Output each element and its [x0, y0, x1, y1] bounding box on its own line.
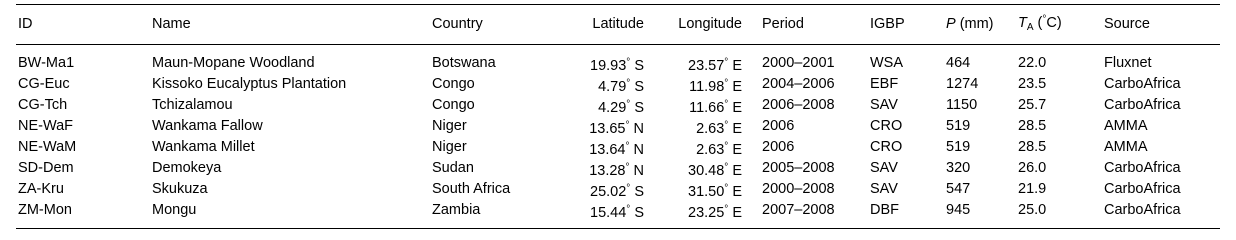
cell-gap — [742, 96, 762, 117]
longitude-value: 11.98 — [689, 79, 725, 95]
cell-name: Wankama Fallow — [152, 118, 263, 134]
cell-gap — [742, 75, 762, 96]
longitude-degree: ° — [724, 141, 729, 152]
cell-gap — [742, 138, 762, 159]
cell-precipitation: 547 — [946, 181, 971, 197]
cell-temperature: 22.0 — [1018, 55, 1047, 71]
longitude-degree: ° — [724, 99, 729, 110]
table-row — [16, 117, 1220, 138]
header-ta-symbol: T — [1018, 15, 1027, 31]
longitude-direction: E — [728, 58, 742, 74]
cell-temperature: 25.7 — [1018, 97, 1047, 113]
longitude-degree: ° — [724, 204, 729, 215]
table-row — [16, 96, 1220, 117]
latitude-degree: ° — [626, 57, 631, 68]
table-body — [16, 45, 1220, 229]
latitude-direction: S — [630, 205, 644, 221]
latitude-degree: ° — [625, 162, 630, 173]
cell-latitude — [562, 75, 644, 96]
latitude-value: 19.93 — [590, 58, 627, 74]
table-row — [16, 201, 1220, 229]
cell-source: CarboAfrica — [1104, 76, 1181, 92]
cell-name: Wankama Millet — [152, 139, 255, 155]
cell-longitude — [644, 180, 742, 201]
table-row — [16, 45, 1220, 76]
header-ta-subscript: A — [1026, 22, 1034, 33]
latitude-value: 13.28 — [589, 163, 626, 179]
latitude-degree: ° — [626, 183, 631, 194]
table-row — [16, 138, 1220, 159]
longitude-direction: E — [728, 163, 742, 179]
cell-gap — [742, 117, 762, 138]
longitude-degree: ° — [724, 57, 729, 68]
cell-country: Congo — [432, 76, 475, 92]
cell-temperature: 26.0 — [1018, 160, 1047, 176]
cell-igbp: SAV — [870, 181, 898, 197]
longitude-value: 23.57 — [688, 58, 725, 74]
table-row — [16, 159, 1220, 180]
cell-longitude — [644, 117, 742, 138]
header-precipitation — [946, 5, 1018, 45]
cell-igbp: EBF — [870, 76, 899, 92]
cell-id: BW-Ma1 — [18, 55, 75, 71]
cell-source: Fluxnet — [1104, 55, 1152, 71]
cell-period: 2006–2008 — [762, 97, 835, 113]
cell-name: Mongu — [152, 201, 432, 229]
header-ta-unit-pre: ( — [1033, 15, 1043, 31]
cell-id: SD-Dem — [18, 160, 74, 176]
latitude-direction: N — [629, 163, 644, 179]
longitude-direction: E — [728, 121, 742, 137]
cell-longitude — [644, 138, 742, 159]
cell-longitude — [644, 45, 742, 76]
header-name: Name — [152, 5, 432, 45]
latitude-value: 13.64 — [589, 142, 626, 158]
cell-country: Congo — [432, 97, 475, 113]
cell-temperature: 28.5 — [1018, 139, 1047, 155]
cell-gap — [742, 201, 762, 229]
longitude-direction: E — [728, 205, 742, 221]
cell-id: ZA-Kru — [18, 181, 64, 197]
cell-temperature: 21.9 — [1018, 181, 1047, 197]
cell-igbp: DBF — [870, 201, 946, 229]
cell-igbp: SAV — [870, 160, 898, 176]
cell-precipitation: 464 — [946, 55, 971, 71]
cell-gap — [742, 45, 762, 76]
cell-country: Zambia — [432, 201, 562, 229]
cell-precipitation: 945 — [946, 201, 1018, 229]
cell-source: CarboAfrica — [1104, 160, 1181, 176]
table-row — [16, 180, 1220, 201]
cell-source: AMMA — [1104, 118, 1148, 134]
table-row — [16, 75, 1220, 96]
cell-latitude — [562, 159, 644, 180]
cell-source: AMMA — [1104, 139, 1148, 155]
cell-latitude — [562, 180, 644, 201]
header-country: Country — [432, 5, 562, 45]
header-id: ID — [16, 5, 152, 45]
cell-gap — [742, 159, 762, 180]
header-source: Source — [1104, 5, 1220, 45]
cell-period: 2006 — [762, 139, 795, 155]
cell-temperature: 28.5 — [1018, 118, 1047, 134]
latitude-value: 15.44 — [590, 205, 627, 221]
latitude-direction: S — [630, 100, 644, 116]
latitude-direction: S — [630, 79, 644, 95]
cell-name: Skukuza — [152, 181, 208, 197]
latitude-value: 4.79 — [598, 79, 627, 95]
cell-precipitation: 320 — [946, 160, 971, 176]
header-latitude: Latitude — [562, 5, 644, 45]
longitude-value: 30.48 — [688, 163, 725, 179]
cell-id: NE-WaM — [18, 139, 77, 155]
cell-country: Niger — [432, 139, 467, 155]
latitude-direction: S — [630, 184, 644, 200]
longitude-value: 31.50 — [688, 184, 725, 200]
longitude-direction: E — [728, 184, 742, 200]
cell-period: 2006 — [762, 118, 795, 134]
longitude-value: 23.25 — [688, 205, 725, 221]
latitude-direction: N — [629, 142, 644, 158]
cell-latitude — [562, 117, 644, 138]
cell-period: 2000–2001 — [762, 55, 835, 71]
header-row — [16, 5, 1220, 45]
longitude-value: 2.63 — [696, 142, 725, 158]
cell-country: Botswana — [432, 55, 496, 71]
cell-period: 2007–2008 — [762, 201, 870, 229]
header-p-symbol: P — [946, 16, 956, 32]
latitude-value: 4.29 — [598, 100, 627, 116]
header-gap — [742, 5, 762, 45]
longitude-degree: ° — [724, 183, 729, 194]
latitude-degree: ° — [626, 78, 631, 89]
cell-igbp: SAV — [870, 97, 898, 113]
cell-id: CG-Tch — [18, 97, 68, 113]
header-temperature — [1018, 5, 1104, 45]
cell-source: CarboAfrica — [1104, 97, 1181, 113]
header-p-unit: (mm) — [955, 16, 994, 32]
cell-gap — [742, 180, 762, 201]
cell-longitude — [644, 159, 742, 180]
latitude-direction: N — [629, 121, 644, 137]
cell-period: 2000–2008 — [762, 181, 835, 197]
cell-latitude — [562, 45, 644, 76]
latitude-value: 13.65 — [589, 121, 626, 137]
cell-longitude — [644, 75, 742, 96]
cell-igbp: CRO — [870, 139, 903, 155]
cell-latitude — [562, 138, 644, 159]
header-longitude: Longitude — [644, 5, 742, 45]
header-ta-degree: ° — [1042, 14, 1047, 25]
cell-source: CarboAfrica — [1104, 201, 1220, 229]
cell-precipitation: 519 — [946, 139, 971, 155]
sites-table-container — [16, 4, 1220, 229]
longitude-degree: ° — [724, 78, 729, 89]
latitude-direction: S — [630, 58, 644, 74]
latitude-value: 25.02 — [590, 184, 627, 200]
cell-name: Kissoko Eucalyptus Plantation — [152, 76, 347, 92]
longitude-degree: ° — [724, 162, 729, 173]
latitude-degree: ° — [626, 99, 631, 110]
longitude-degree: ° — [724, 120, 729, 131]
cell-source: CarboAfrica — [1104, 181, 1181, 197]
header-igbp: IGBP — [870, 5, 946, 45]
cell-name: Maun-Mopane Woodland — [152, 55, 315, 71]
latitude-degree: ° — [625, 120, 630, 131]
latitude-degree: ° — [626, 204, 631, 215]
table-header — [16, 5, 1220, 45]
cell-igbp: WSA — [870, 55, 904, 71]
cell-latitude — [562, 96, 644, 117]
cell-temperature: 23.5 — [1018, 76, 1047, 92]
cell-latitude — [562, 201, 644, 229]
cell-name: Demokeya — [152, 160, 222, 176]
cell-precipitation: 519 — [946, 118, 971, 134]
cell-period: 2004–2006 — [762, 76, 835, 92]
cell-precipitation: 1150 — [946, 97, 978, 113]
cell-temperature: 25.0 — [1018, 201, 1104, 229]
sites-table — [16, 4, 1220, 229]
cell-longitude — [644, 96, 742, 117]
latitude-degree: ° — [625, 141, 630, 152]
longitude-value: 11.66 — [689, 100, 725, 116]
cell-longitude — [644, 201, 742, 229]
header-period: Period — [762, 5, 870, 45]
header-ta-unit-post: C) — [1046, 15, 1062, 31]
longitude-value: 2.63 — [696, 121, 725, 137]
longitude-direction: E — [728, 100, 742, 116]
cell-precipitation: 1274 — [946, 76, 979, 92]
cell-id: CG-Euc — [18, 76, 70, 92]
cell-id: NE-WaF — [18, 118, 74, 134]
longitude-direction: E — [728, 142, 742, 158]
cell-name: Tchizalamou — [152, 97, 233, 113]
cell-id: ZM-Mon — [16, 201, 152, 229]
cell-period: 2005–2008 — [762, 160, 835, 176]
cell-igbp: CRO — [870, 118, 903, 134]
cell-country: Sudan — [432, 160, 474, 176]
cell-country: Niger — [432, 118, 467, 134]
cell-country: South Africa — [432, 181, 511, 197]
longitude-direction: E — [728, 79, 742, 95]
